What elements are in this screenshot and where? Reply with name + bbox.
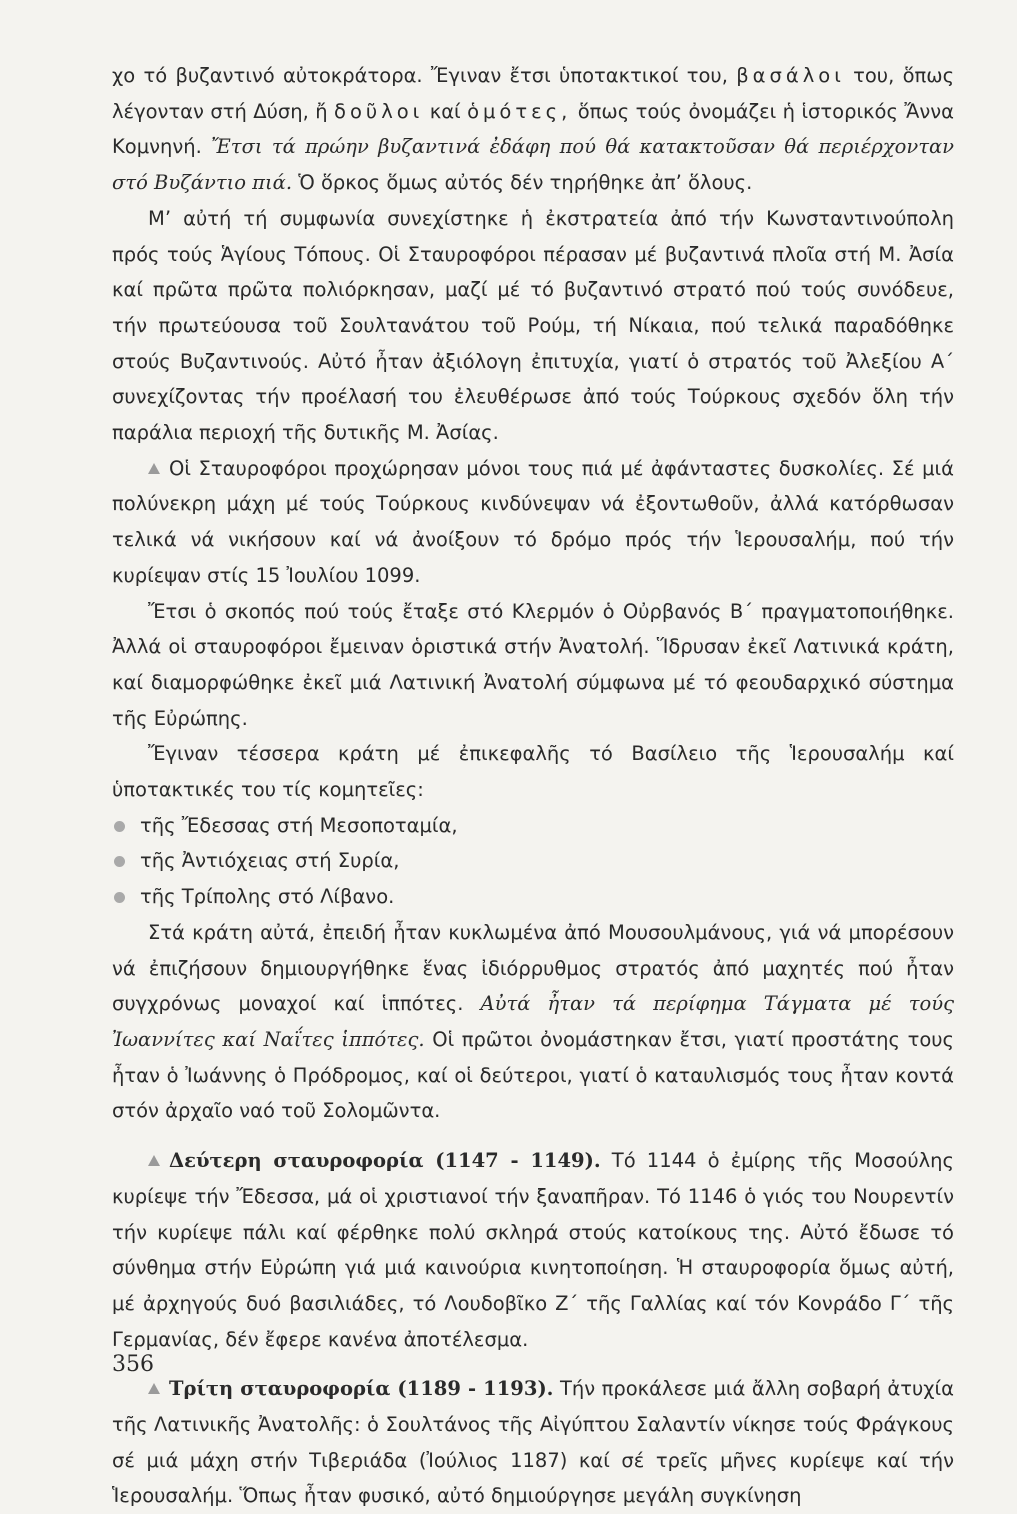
paragraph-jerusalem (112, 451, 954, 594)
list-item (112, 843, 954, 879)
text-run: Οἱ Σταυροφόροι προχώρησαν μόνοι τους πιά μέ ἀφάνταστες δυσκολίες. Σέ μιά πολύνεκρη μάχη μέ τούς Τούρκους κινδύνεψαν νά ἐξοντωθοῦν, ἀλλά κατόρθωσαν τελικά νά νικήσουν καί νά ἀνοίξουν τό δρόμο πρός τήν Ἱερουσαλήμ, πού τήν κυρίεψαν στίς 15 Ἰουλίου 1099. (112, 456, 954, 587)
text-run: Τήν προκάλεσε μιά ἄλλη σοβαρή ἀτυχία τῆς Λατινικῆς Ἀνατολῆς: ὁ Σουλτάνος τῆς Αἰγύπτου Σαλαντίν νίκησε τούς Φράγκους σέ μιά μάχη στήν Τιβεριάδα (Ἰούλιος 1187) καί σέ τρεῖς μῆνες κυρίεψε καί τήν Ἱερουσαλήμ. Ὅπως ἦταν φυσικό, αὐτό δημιούργησε μεγάλη συγκίνηση (112, 1377, 954, 1508)
text-run: Τό 1144 ὁ ἐμίρης τῆς Μοσούλης κυρίεψε τήν Ἔδεσσα, μά οἱ χριστιανοί τήν ξαναπῆραν. Τό 1146 ὁ γιός του Νουρεντίν τήν κυρίεψε πάλι καί φέρθηκε πολύ σκληρά στούς κατοίκους της. Αὐτό ἔδωσε τό σύνθημα στήν Εὐρώπη γιά μιά καινούρια κινητοποίηση. Ἡ σταυροφορία ὅμως αὐτή, μέ ἀρχηγούς δυό βασιλιάδες, τό Λουδοβῖκο Ζ΄ τῆς Γαλλίας καί τόν Κονράδο Γ΄ τῆς Γερμανίας, δέν ἔφερε κανένα ἀποτέλεσμα. (112, 1149, 954, 1351)
bullet-icon (114, 856, 125, 867)
bullet-icon (114, 821, 125, 832)
italic-emphasis: Ἔτσι τά πρώην βυζαντινά ἐδάφη πού θά κατακτοῦσαν θά περιέρχονταν στό Βυζάντιο πιά. (112, 135, 954, 195)
text-run: Ὁ ὅρκος ὅμως αὐτός δέν τηρήθηκε ἀπ’ ὅλους. (298, 171, 753, 195)
term-homotes: ὁμότες, (467, 99, 572, 123)
list-item (112, 879, 954, 915)
paragraph-second-crusade (112, 1143, 954, 1357)
section-heading: Τρίτη σταυροφορία (1189 - 1193). (169, 1377, 554, 1401)
list-item-text: τῆς Ἀντιόχειας στή Συρία, (140, 849, 400, 873)
list-item-text: τῆς Ἔδεσσας στή Μεσοποταμία, (140, 813, 458, 837)
triangle-marker-icon (148, 1383, 160, 1394)
triangle-marker-icon (148, 463, 160, 474)
text-run: του, ὅπως λέγονταν στή Δύση, ἤ (112, 64, 955, 123)
page-number: 356 (112, 1352, 154, 1377)
list-item-text: τῆς Τρίπολης στό Λίβανο. (140, 885, 395, 909)
text-run: ὅπως τούς ὀνομάζει ἡ ἱστορικός Ἄννα Κομνηνή. (112, 99, 954, 159)
text-run: Στά κράτη αὐτά, ἐπειδή ἦταν κυκλωμένα ἀπό Μουσουλμάνους, γιά νά μπορέσουν νά ἐπιζήσουν δημιουργήθηκε ἕνας ἰδιόρρυθμος στρατός ἀπό μαχητές πού ἦταν συγχρόνως μοναχοί καί ἱππότες. (112, 920, 954, 1016)
list-item (112, 808, 954, 844)
states-list (112, 808, 954, 915)
italic-emphasis: Αὐτά ἦταν τά περίφημα Τάγματα μέ τούς Ἰωαννίτες καί Ναΐτες ἱππότες. (112, 992, 955, 1051)
text-run: καί (429, 99, 461, 123)
paragraph-four-states: Ἔγιναν τέσσερα κράτη μέ ἐπικεφαλῆς τό Βασίλειο τῆς Ἱερουσαλήμ καί ὑποτακτικές του τίς κομητεῖες: (112, 742, 954, 802)
section-heading: Δεύτερη σταυροφορία (1147 - 1149). (169, 1149, 601, 1173)
text-run: Οἱ πρῶτοι ὀνομάστηκαν ἔτσι, γιατί προστάτης τους ἦταν ὁ Ἰωάννης ὁ Πρόδρομος, καί οἱ δεύτεροι, γιατί ὁ καταυλισμός τους ἦταν κοντά στόν ἀρχαῖο ναό τοῦ Σολομῶντα. (112, 1027, 954, 1123)
paragraph-latin-east: Ἔτσι ὁ σκοπός πού τούς ἔταξε στό Κλερμόν ὁ Οὐρβανός Β΄ πραγματοποιήθηκε. Ἀλλά οἱ σταυροφόροι ἔμειναν ὁριστικά στήν Ἀνατολή. Ἵδρυσαν ἐκεῖ Λατινικά κράτη, καί διαμορφώθηκε ἐκεῖ μιά Λατινική Ἀνατολή σύμφωνα μέ τό φεουδαρχικό σύστημα τῆς Εὐρώπης. (112, 599, 954, 730)
paragraph-third-crusade (112, 1371, 954, 1514)
bullet-icon (114, 892, 125, 903)
term-vassals: βασάλοι (736, 64, 845, 87)
text-run: χο τό βυζαντινό αὐτοκράτορα. Ἔγιναν ἔτσι ὑποτακτικοί του, (112, 64, 728, 87)
paragraph-orders (112, 915, 954, 1129)
triangle-marker-icon (148, 1155, 160, 1166)
term-douloi: δοῦλοι (334, 99, 424, 123)
paragraph-vassals (112, 58, 954, 201)
page-body (112, 58, 954, 1514)
paragraph-agreement: Μ’ αὐτή τή συμφωνία συνεχίστηκε ἡ ἐκστρατεία ἀπό τήν Κωνσταντινούπολη πρός τούς Ἁγίους Τόπους. Οἱ Σταυροφόροι πέρασαν μέ βυζαντινά πλοῖα στή Μ. Ἀσία καί πρῶτα πρῶτα πολιόρκησαν, μαζί μέ τό βυζαντινό στρατό πού τούς συνόδευε, τήν πρωτεύουσα τοῦ Σουλτανάτου τοῦ Ρούμ, τή Νίκαια, πού τελικά παραδόθηκε στούς Βυζαντινούς. Αὐτό ἦταν ἀξιόλογη ἐπιτυχία, γιατί ὁ στρατός τοῦ Ἀλεξίου Α΄ συνεχίζοντας τήν προέλασή του ἐλευθέρωσε ἀπό τούς Τούρκους σχεδόν ὅλη τήν παράλια περιοχή τῆς δυτικῆς Μ. Ἀσίας. (112, 206, 954, 445)
